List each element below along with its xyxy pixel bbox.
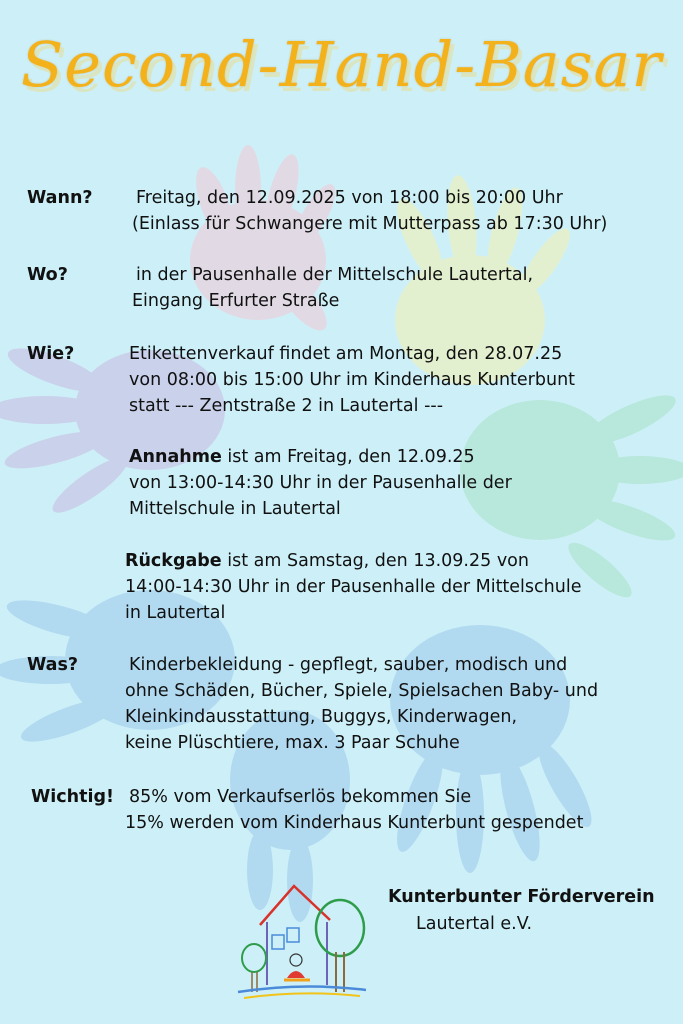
rueckgabe-text bbox=[125, 548, 581, 626]
wie-line-2: von 08:00 bis 15:00 Uhr im Kinderhaus Kunterbunt bbox=[129, 370, 576, 390]
page-title: Second-Hand-Basar bbox=[20, 28, 663, 101]
kinderhaus-logo bbox=[232, 880, 372, 1010]
wie-text bbox=[129, 341, 575, 419]
wann-text bbox=[132, 185, 608, 237]
annahme-bold: Annahme bbox=[129, 447, 222, 467]
label-wann: Wann? bbox=[27, 188, 93, 208]
wo-line-2: Eingang Erfurter Straße bbox=[132, 291, 340, 311]
was-text bbox=[125, 652, 598, 756]
label-was: Was? bbox=[27, 655, 79, 675]
wie-line-1: Etikettenverkauf findet am Montag, den 28.07.25 bbox=[129, 344, 563, 364]
annahme-line-1 bbox=[129, 444, 512, 470]
wann-line-2: (Einlass für Schwangere mit Mutterpass ab 17:30 Uhr) bbox=[132, 214, 608, 234]
label-wo: Wo? bbox=[27, 265, 68, 285]
annahme-line-2: von 13:00-14:30 Uhr in der Pausenhalle der bbox=[129, 473, 512, 493]
rueckgabe-line-2: 14:00-14:30 Uhr in der Pausenhalle der Mittelschule bbox=[125, 577, 582, 597]
wichtig-line-2: 15% werden vom Kinderhaus Kunterbunt gespendet bbox=[125, 813, 584, 833]
label-wie: Wie? bbox=[27, 344, 75, 364]
was-line-3: Kleinkindausstattung, Buggys, Kinderwagen, bbox=[125, 707, 518, 727]
wichtig-line-1: 85% vom Verkaufserlös bekommen Sie bbox=[129, 787, 472, 807]
rueckgabe-line-3: in Lautertal bbox=[125, 603, 226, 623]
wie-line-3: statt --- Zentstraße 2 in Lautertal --- bbox=[129, 396, 444, 416]
annahme-text bbox=[129, 444, 512, 522]
footer-org-name: Kunterbunter Förderverein bbox=[388, 887, 655, 907]
rueckgabe-bold: Rückgabe bbox=[125, 551, 222, 571]
annahme-rest: ist am Freitag, den 12.09.25 bbox=[221, 447, 475, 467]
was-line-4: keine Plüschtiere, max. 3 Paar Schuhe bbox=[125, 733, 460, 753]
blue-handprint bbox=[0, 590, 600, 922]
rueckgabe-line-1 bbox=[125, 548, 581, 574]
rueckgabe-rest: ist am Samstag, den 13.09.25 von bbox=[221, 551, 529, 571]
label-wichtig: Wichtig! bbox=[31, 787, 115, 807]
wo-text bbox=[132, 262, 534, 314]
wichtig-text bbox=[125, 784, 583, 836]
annahme-line-3: Mittelschule in Lautertal bbox=[129, 499, 341, 519]
footer-org-suffix: Lautertal e.V. bbox=[416, 914, 533, 934]
was-line-1: Kinderbekleidung - gepflegt, sauber, modisch und bbox=[129, 655, 568, 675]
wo-line-1: in der Pausenhalle der Mittelschule Lautertal, bbox=[136, 265, 534, 285]
was-line-2: ohne Schäden, Bücher, Spiele, Spielsachen Baby- und bbox=[125, 681, 599, 701]
wann-line-1: Freitag, den 12.09.2025 von 18:00 bis 20:00 Uhr bbox=[136, 188, 563, 208]
